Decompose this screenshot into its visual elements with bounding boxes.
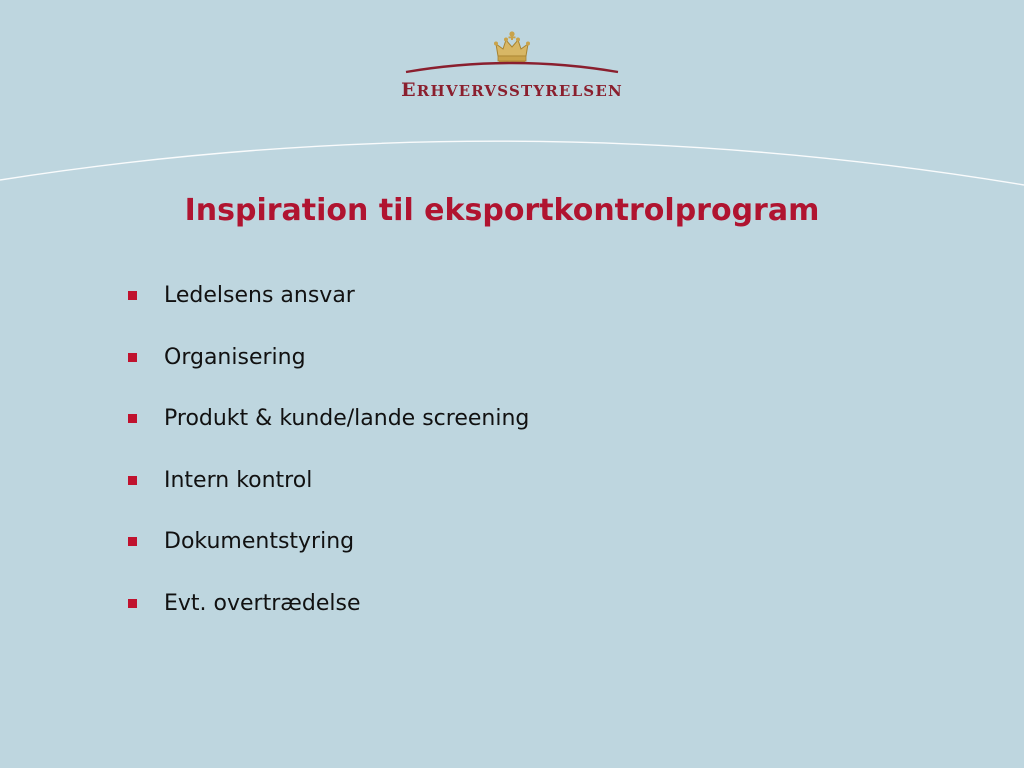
slide-title: Inspiration til eksportkontrolprogram: [184, 193, 820, 228]
bullet-square-icon: [128, 353, 137, 362]
bullet-text: Produkt & kunde/lande screening: [164, 406, 530, 431]
bullet-text: Organisering: [164, 344, 306, 370]
logo-wordmark: [0, 79, 1024, 101]
bullet-square-icon: [128, 476, 137, 485]
bullet-square-icon: [128, 537, 137, 546]
bullet-text: Dokumentstyring: [164, 529, 355, 554]
header-arc: [0, 120, 1024, 190]
bullet-text: Ledelsens ansvar: [164, 283, 355, 308]
bullet-square-icon: [128, 599, 137, 608]
bullet-square-icon: [128, 414, 137, 423]
bullet-text: Evt. overtrædelse: [164, 590, 361, 616]
bullet-square-icon: [128, 291, 137, 300]
bullet-text: Intern kontrol: [164, 467, 313, 493]
logo-name: RHVERVSSTYRELSEN: [416, 82, 623, 100]
logo-initial: E: [401, 79, 417, 101]
logo-divider: [404, 56, 620, 78]
